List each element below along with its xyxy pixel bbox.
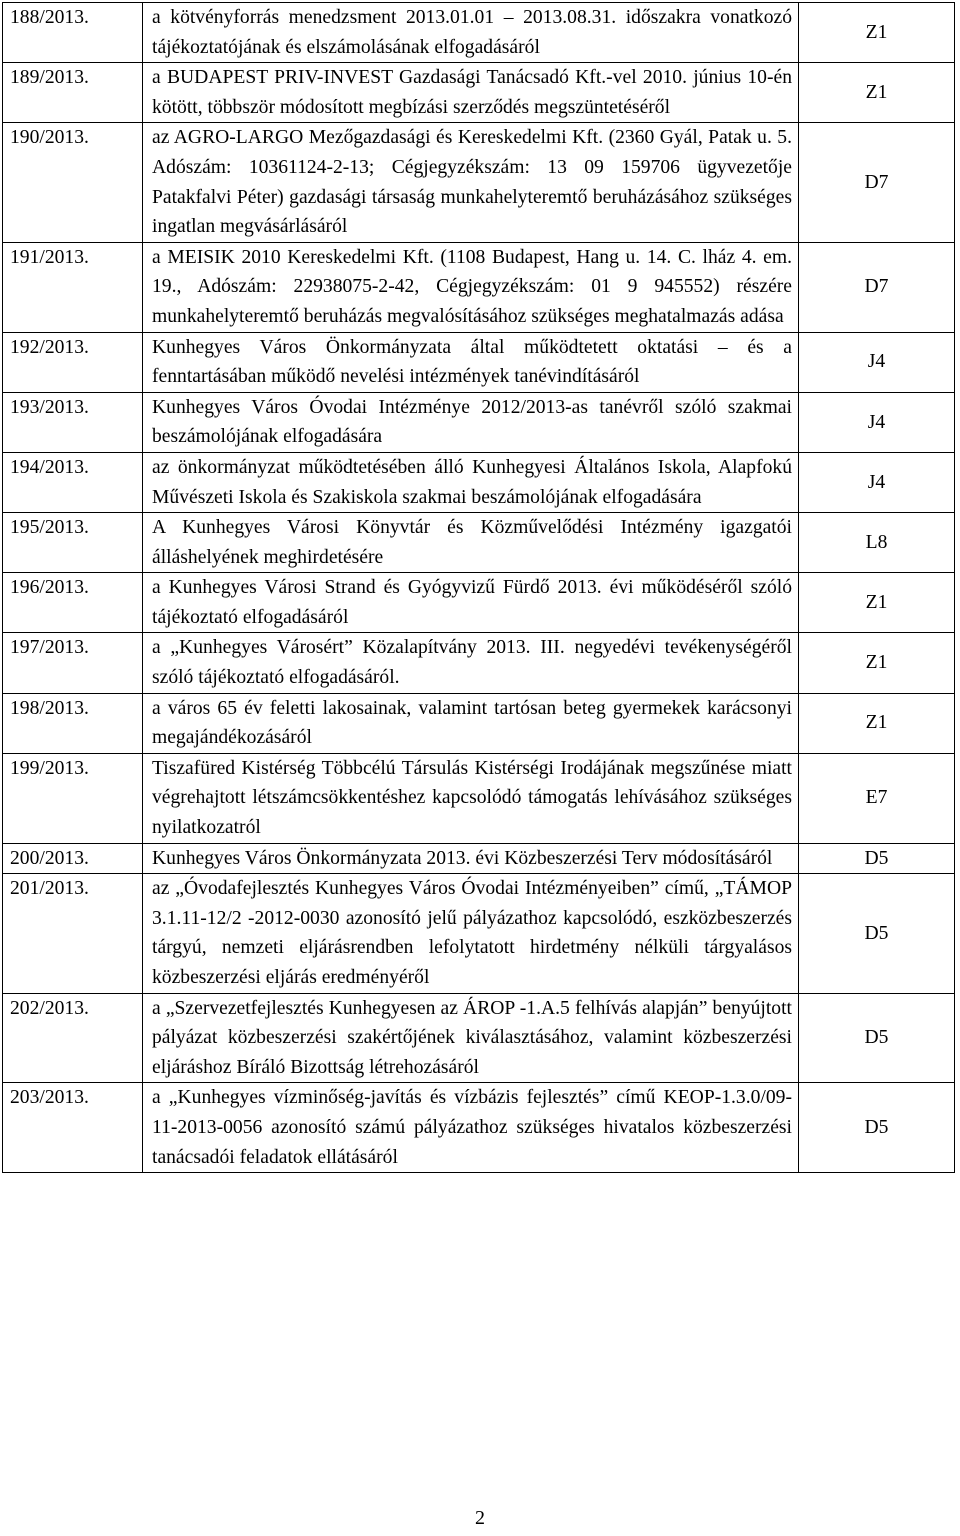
table-row xyxy=(3,63,955,123)
table-row xyxy=(3,573,955,633)
resolution-number: 201/2013. xyxy=(3,874,143,993)
resolution-title: a „Szervezetfejlesztés Kunhegyesen az ÁROP -1.A.5 felhívás alapján” benyújtott pályázat közbeszerzési szakértőjének kiválasztásához, valamint közbeszerzési eljáráshoz Bíráló Bizottság létrehozásáról xyxy=(143,993,799,1083)
file-code: D5 xyxy=(799,843,955,874)
resolution-title: a BUDAPEST PRIV-INVEST Gazdasági Tanácsadó Kft.-vel 2010. június 10-én kötött, többször módosított megbízási szerződés megszüntetéséről xyxy=(143,63,799,123)
file-code: J4 xyxy=(799,332,955,392)
resolution-title: Kunhegyes Város Önkormányzata által működtetett oktatási – és a fenntartásában működő nevelési intézmények tanévindításáról xyxy=(143,332,799,392)
table-row xyxy=(3,513,955,573)
file-code: J4 xyxy=(799,452,955,512)
file-code: Z1 xyxy=(799,63,955,123)
file-code: Z1 xyxy=(799,693,955,753)
file-code: D5 xyxy=(799,874,955,993)
resolution-title: az önkormányzat működtetésében álló Kunhegyesi Általános Iskola, Alapfokú Művészeti Iskola és Szakiskola szakmai beszámolójának elfogadására xyxy=(143,452,799,512)
table-row xyxy=(3,843,955,874)
resolution-number: 191/2013. xyxy=(3,242,143,332)
file-code: D5 xyxy=(799,993,955,1083)
file-code: D7 xyxy=(799,123,955,242)
resolution-number: 198/2013. xyxy=(3,693,143,753)
resolution-title: a MEISIK 2010 Kereskedelmi Kft. (1108 Budapest, Hang u. 14. C. lház 4. em. 19., Adószám: 22938075-2-42, Cégjegyzékszám: 01 9 945552) részére munkahelyteremtő beruházás megvalósításához szükséges meghatalmazás adása xyxy=(143,242,799,332)
resolution-number: 202/2013. xyxy=(3,993,143,1083)
table-row xyxy=(3,123,955,242)
table-row xyxy=(3,1083,955,1173)
resolution-title: A Kunhegyes Városi Könyvtár és Közművelődési Intézmény igazgatói álláshelyének meghirdetésére xyxy=(143,513,799,573)
decisions-table xyxy=(2,2,955,1173)
file-code: D5 xyxy=(799,1083,955,1173)
resolution-title: a „Kunhegyes Városért” Közalapítvány 2013. III. negyedévi tevékenységéről szóló tájékoztató elfogadásáról. xyxy=(143,633,799,693)
file-code: L8 xyxy=(799,513,955,573)
table-row xyxy=(3,452,955,512)
resolution-number: 196/2013. xyxy=(3,573,143,633)
resolution-number: 200/2013. xyxy=(3,843,143,874)
resolution-title: a város 65 év feletti lakosainak, valamint tartósan beteg gyermekek karácsonyi megajándékozásáról xyxy=(143,693,799,753)
table-row xyxy=(3,633,955,693)
file-code: E7 xyxy=(799,753,955,843)
resolution-title: a Kunhegyes Városi Strand és Gyógyvizű Fürdő 2013. évi működéséről szóló tájékoztató elfogadásáról xyxy=(143,573,799,633)
resolution-number: 192/2013. xyxy=(3,332,143,392)
table-row xyxy=(3,993,955,1083)
resolution-number: 199/2013. xyxy=(3,753,143,843)
table-row xyxy=(3,874,955,993)
resolution-number: 197/2013. xyxy=(3,633,143,693)
resolution-number: 188/2013. xyxy=(3,3,143,63)
table-row xyxy=(3,242,955,332)
table-row xyxy=(3,753,955,843)
resolution-number: 190/2013. xyxy=(3,123,143,242)
file-code: Z1 xyxy=(799,633,955,693)
resolution-number: 189/2013. xyxy=(3,63,143,123)
resolution-number: 195/2013. xyxy=(3,513,143,573)
table-row xyxy=(3,3,955,63)
resolution-title: a „Kunhegyes vízminőség-javítás és vízbázis fejlesztés” című KEOP-1.3.0/09-11-2013-0056 azonosító számú pályázathoz szükséges hivatalos közbeszerzési tanácsadói feladatok ellátásáról xyxy=(143,1083,799,1173)
resolution-title: az „Óvodafejlesztés Kunhegyes Város Óvodai Intézményeiben” című, „TÁMOP 3.1.11-12/2 -2012-0030 azonosító jelű pályázathoz kapcsolódó, eszközbeszerzés tárgyú, nemzeti eljárásrendben lefolytatott hirdetmény nélküli tárgyalásos közbeszerzési eljárás eredményéről xyxy=(143,874,799,993)
file-code: Z1 xyxy=(799,573,955,633)
file-code: D7 xyxy=(799,242,955,332)
file-code: Z1 xyxy=(799,3,955,63)
resolution-number: 193/2013. xyxy=(3,392,143,452)
resolution-title: Kunhegyes Város Önkormányzata 2013. évi Közbeszerzési Terv módosításáról xyxy=(143,843,799,874)
table-row xyxy=(3,693,955,753)
table-row xyxy=(3,392,955,452)
resolution-title: Tiszafüred Kistérség Többcélú Társulás Kistérségi Irodájának megszűnése miatt végrehajtott létszámcsökkentéshez kapcsolódó támogatás lehívásához szükséges nyilatkozatról xyxy=(143,753,799,843)
page-number: 2 xyxy=(475,1507,485,1529)
resolution-number: 194/2013. xyxy=(3,452,143,512)
resolution-title: a kötvényforrás menedzsment 2013.01.01 – 2013.08.31. időszakra vonatkozó tájékoztatójának és elszámolásának elfogadásáról xyxy=(143,3,799,63)
resolution-title: az AGRO-LARGO Mezőgazdasági és Kereskedelmi Kft. (2360 Gyál, Patak u. 5. Adószám: 10361124-2-13; Cégjegyzékszám: 13 09 159706 ügyvezetője Patakfalvi Péter) gazdasági társaság munkahelyteremtő beruházásához szükséges ingatlan megvásárlásáról xyxy=(143,123,799,242)
file-code: J4 xyxy=(799,392,955,452)
table-row xyxy=(3,332,955,392)
resolution-title: Kunhegyes Város Óvodai Intézménye 2012/2013-as tanévről szóló szakmai beszámolójának elfogadására xyxy=(143,392,799,452)
resolution-number: 203/2013. xyxy=(3,1083,143,1173)
